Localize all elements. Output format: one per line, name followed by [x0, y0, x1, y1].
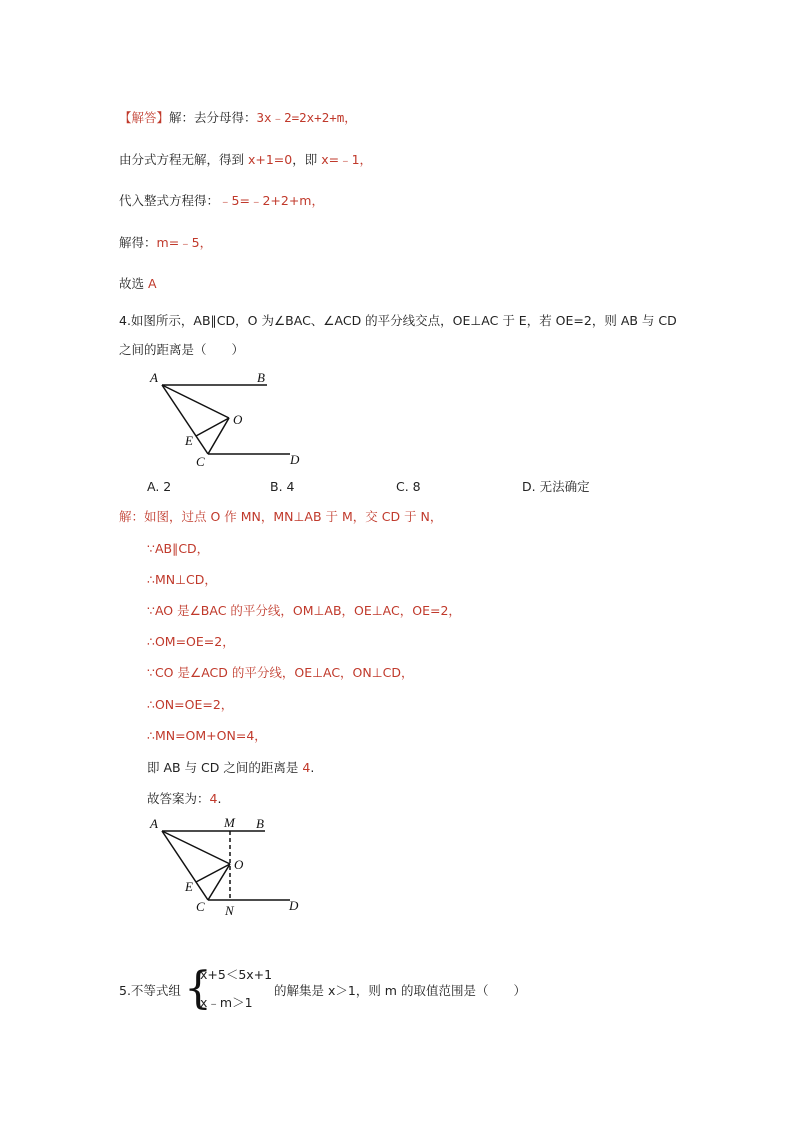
answer-line-2 — [119, 151, 372, 169]
q4-stem-line-1: 4.如图所示，AB∥CD，O 为∠BAC、∠ACD 的平分线交点，OE⊥AC 于 E，若 OE=2，则 AB 与 CD — [119, 313, 677, 328]
solution-step-1: ∵AB∥CD， — [147, 541, 210, 556]
text-segment: 故答案为： — [147, 791, 210, 806]
option-b: B. 4 — [270, 479, 295, 494]
text-segment: ，即 — [292, 152, 322, 167]
label-e: E — [185, 879, 193, 894]
figure-lines — [162, 831, 290, 900]
label-c: C — [196, 454, 205, 469]
label-o: O — [234, 857, 244, 872]
q5-suffix: 的解集是 x＞1，则 m 的取值范围是（ ） — [274, 983, 526, 998]
q5-inequality-2: x﹣m＞1 — [200, 995, 253, 1010]
math-segment: 4 — [209, 791, 218, 806]
q4-figure-1 — [140, 365, 320, 475]
math-segment: A — [147, 276, 157, 291]
option-a: A. 2 — [147, 479, 172, 494]
text-segment: 即 AB 与 CD 之间的距离是 — [147, 760, 303, 775]
q5-inequality-1: x+5＜5x+1 — [200, 967, 273, 982]
math-segment: m=﹣5， — [156, 235, 213, 250]
answer-tag: 【解答】 — [119, 110, 170, 125]
solution-step-3: ∵AO 是∠BAC 的平分线，OM⊥AB，OE⊥AC，OE=2， — [147, 603, 461, 618]
text-segment: 故选 — [119, 276, 148, 291]
q4-figure-2 — [140, 812, 320, 922]
solution-step-2: ∴MN⊥CD， — [147, 572, 217, 587]
answer-line-5 — [119, 275, 157, 293]
solution-step-6: ∴ON=OE=2， — [147, 697, 234, 712]
text-segment: 解得： — [119, 235, 157, 250]
solution-step-7: ∴MN=OM+ON=4， — [147, 728, 267, 743]
label-e: E — [185, 433, 193, 448]
label-d: D — [290, 452, 300, 467]
label-o: O — [233, 412, 243, 427]
text-segment: . — [217, 791, 222, 806]
math-segment: x=﹣1， — [321, 152, 373, 167]
option-c: C. 8 — [396, 479, 421, 494]
text-segment: 由分式方程无解，得到 — [119, 152, 248, 167]
line-ao — [162, 385, 229, 418]
label-d: D — [289, 898, 299, 913]
option-d: D. 无法确定 — [522, 479, 590, 494]
math-segment: 4 — [302, 760, 311, 775]
math-segment: x+1=0 — [247, 152, 293, 167]
answer-label: 解：去分母得： — [169, 110, 257, 125]
math-segment: ﹣5=﹣2+2+m， — [219, 193, 324, 208]
solution-conclusion — [147, 759, 314, 777]
solution-step-5: ∵CO 是∠ACD 的平分线，OE⊥AC，ON⊥CD， — [147, 665, 414, 680]
text-segment: 代入整式方程得： — [119, 193, 220, 208]
answer-expr: 3x﹣2=2x+2+m， — [256, 110, 357, 125]
q5-brace: { — [184, 963, 212, 1014]
answer-line-1 — [119, 109, 357, 127]
answer-line-4 — [119, 234, 212, 252]
label-m: M — [224, 815, 235, 830]
answer-line-3 — [119, 192, 324, 210]
label-n: N — [225, 903, 234, 918]
text-segment: . — [310, 760, 315, 775]
label-c: C — [196, 899, 205, 914]
label-b: B — [257, 370, 265, 385]
q4-stem-line-2: 之间的距离是（ ） — [119, 342, 245, 357]
solution-intro: 解：如图，过点 O 作 MN，MN⊥AB 于 M，交 CD 于 N， — [119, 509, 443, 524]
solution-answer — [147, 790, 221, 808]
figure-lines — [162, 385, 290, 454]
q5-prefix: 5.不等式组 — [119, 983, 181, 998]
label-a: A — [150, 816, 158, 831]
solution-step-4: ∴OM=OE=2， — [147, 634, 235, 649]
label-a: A — [150, 370, 158, 385]
label-b: B — [256, 816, 264, 831]
